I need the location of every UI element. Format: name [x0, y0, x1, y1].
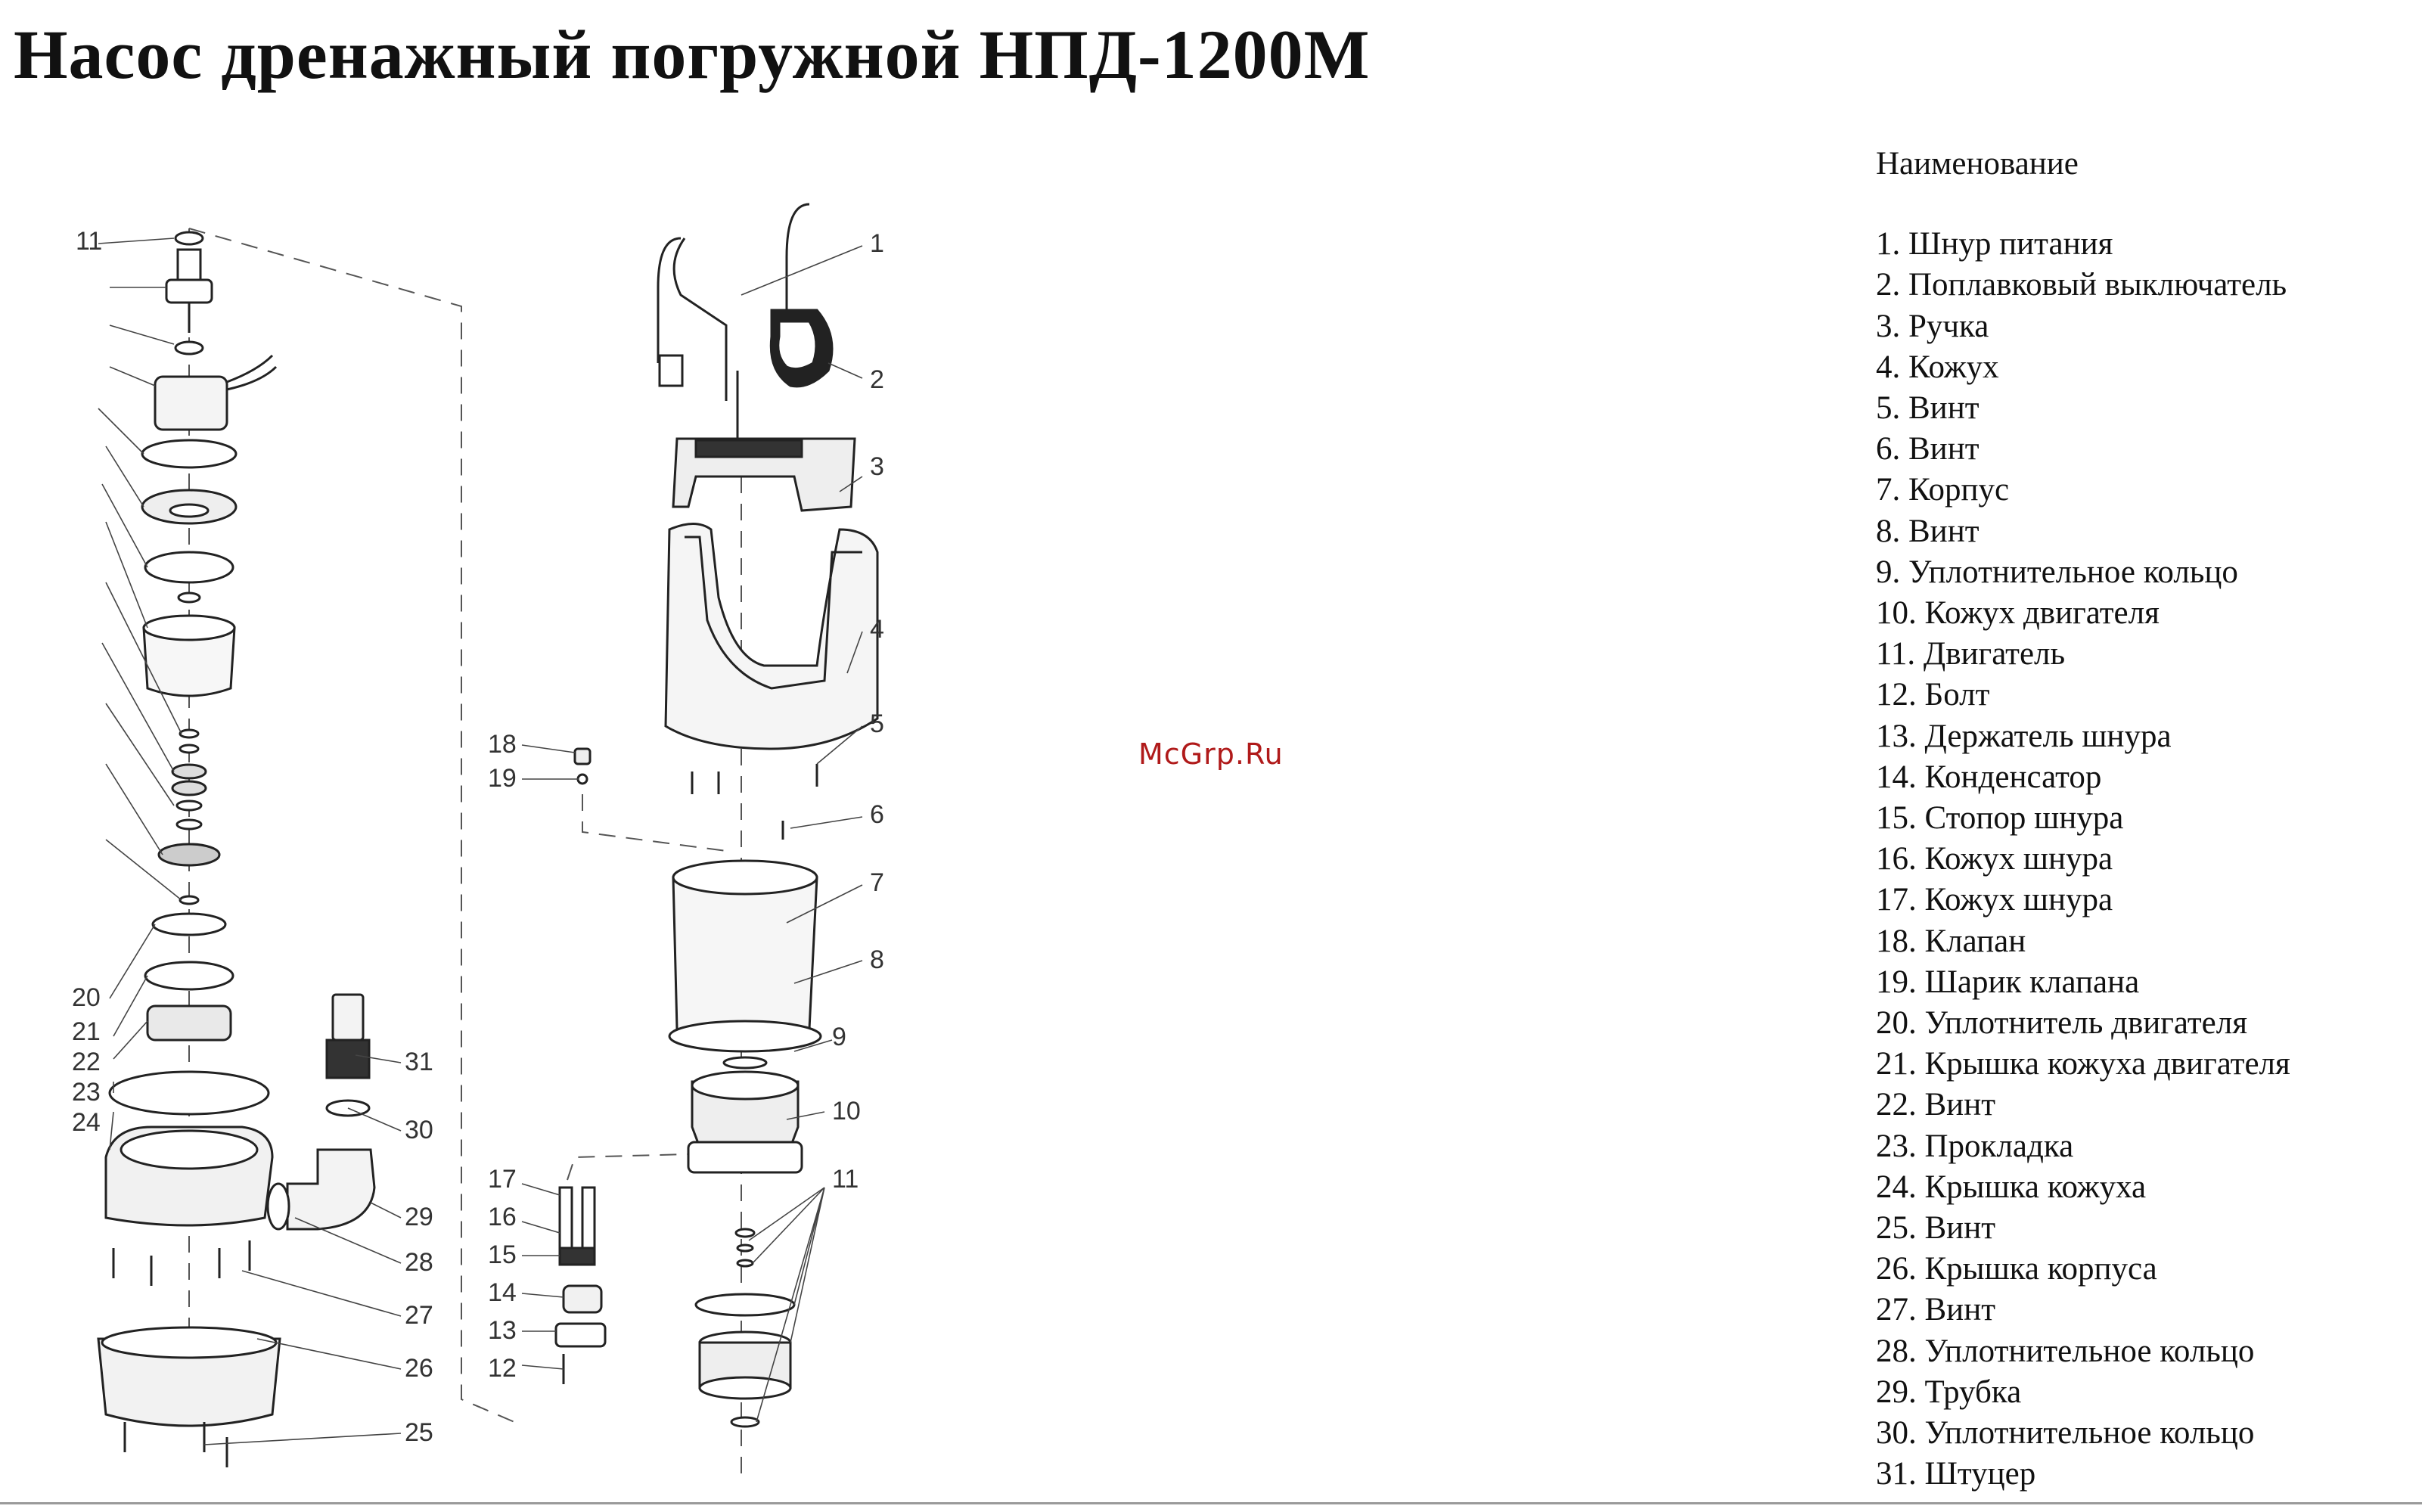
- watermark: McGrp.Ru: [1138, 737, 1284, 771]
- list-item: 6. Винт: [1876, 431, 1980, 467]
- callout-11-right: 11: [832, 1165, 859, 1194]
- bottom-divider: [0, 1502, 2422, 1504]
- callout-8: 8: [870, 945, 884, 974]
- list-item: 29. Трубка: [1876, 1374, 2022, 1410]
- callout-27: 27: [405, 1301, 433, 1330]
- list-item: 15. Стопор шнура: [1876, 800, 2124, 837]
- callout-13: 13: [488, 1316, 517, 1345]
- list-item: 11. Двигатель: [1876, 636, 2066, 672]
- list-item: 14. Конденсатор: [1876, 759, 2102, 795]
- list-item: 3. Ручка: [1876, 308, 1989, 344]
- callout-1: 1: [870, 229, 884, 258]
- callout-16: 16: [488, 1203, 517, 1231]
- callout-30: 30: [405, 1116, 433, 1144]
- list-item: 28. Уплотнительное кольцо: [1876, 1333, 2255, 1369]
- list-item: 31. Штуцер: [1876, 1456, 2036, 1492]
- parts-list-items: [1876, 224, 2405, 1495]
- callout-2: 2: [870, 365, 884, 394]
- list-item: 5. Винт: [1876, 390, 1980, 427]
- list-item: 20. Уплотнитель двигателя: [1876, 1005, 2247, 1042]
- callout-29: 29: [405, 1203, 433, 1231]
- parts-list-heading: Наименование: [1876, 146, 2079, 182]
- callout-6: 6: [870, 800, 884, 829]
- callout-19: 19: [488, 764, 517, 793]
- parts-list: [1876, 144, 2405, 1495]
- list-item: 1. Шнур питания: [1876, 226, 2113, 262]
- callout-10: 10: [832, 1097, 861, 1125]
- callout-17: 17: [488, 1165, 517, 1194]
- list-item: 23. Прокладка: [1876, 1128, 2074, 1164]
- callout-22: 22: [72, 1048, 101, 1076]
- list-item: 2. Поплавковый выключатель: [1876, 267, 2287, 303]
- callout-9: 9: [832, 1023, 846, 1051]
- list-item: 12. Болт: [1876, 677, 1990, 713]
- assembly-guide-lines: [189, 228, 741, 1475]
- list-item: 16. Кожух шнура: [1876, 841, 2113, 877]
- list-item: 13. Держатель шнура: [1876, 718, 2172, 754]
- outlet-fitting: [268, 995, 374, 1229]
- list-item: 9. Уплотнительное кольцо: [1876, 554, 2238, 590]
- callout-21: 21: [72, 1017, 101, 1046]
- callout-7: 7: [870, 868, 884, 897]
- list-item: 17. Кожух шнура: [1876, 882, 2113, 918]
- housing-assembly: [556, 204, 877, 1427]
- callout-11-left: 11: [76, 227, 103, 256]
- callout-28: 28: [405, 1248, 433, 1277]
- callout-24: 24: [72, 1108, 101, 1137]
- list-item: 7. Корпус: [1876, 472, 2010, 508]
- callout-12: 12: [488, 1354, 517, 1383]
- callout-3: 3: [870, 452, 884, 481]
- callout-31: 31: [405, 1048, 433, 1076]
- list-item: 22. Винт: [1876, 1087, 1995, 1123]
- callout-20: 20: [72, 983, 101, 1012]
- callout-15: 15: [488, 1240, 517, 1269]
- exploded-view-diagram: [0, 174, 1044, 1512]
- callout-14: 14: [488, 1278, 517, 1307]
- list-item: 27. Винт: [1876, 1292, 1995, 1328]
- list-item: 24. Крышка кожуха: [1876, 1169, 2147, 1205]
- callout-5: 5: [870, 709, 884, 738]
- list-item: 19. Шарик клапана: [1876, 964, 2140, 1000]
- list-item: 4. Кожух: [1876, 349, 1999, 385]
- list-item: 18. Клапан: [1876, 923, 2026, 959]
- list-item: 8. Винт: [1876, 513, 1980, 549]
- callout-26: 26: [405, 1354, 433, 1383]
- list-item: 26. Крышка корпуса: [1876, 1251, 2157, 1287]
- list-item: 30. Уплотнительное кольцо: [1876, 1415, 2255, 1451]
- callout-25: 25: [405, 1418, 433, 1447]
- callout-18: 18: [488, 730, 517, 759]
- list-item: 10. Кожух двигателя: [1876, 595, 2160, 632]
- list-item: 25. Винт: [1876, 1210, 1995, 1247]
- callout-4: 4: [870, 615, 884, 644]
- list-item: 21. Крышка кожуха двигателя: [1876, 1046, 2290, 1082]
- callout-23: 23: [72, 1078, 101, 1107]
- page-title: Насос дренажный погружной НПД-1200М: [14, 16, 1371, 93]
